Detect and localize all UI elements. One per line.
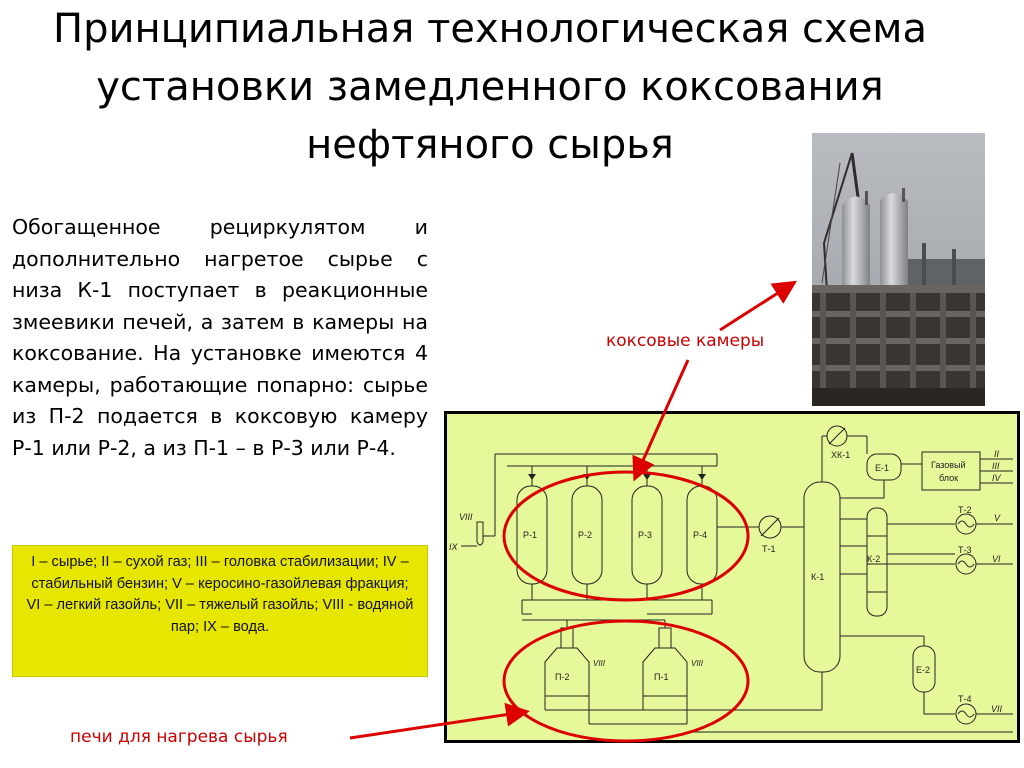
heat-exchanger-t1-label: Т-1 bbox=[762, 544, 776, 554]
stream-label-ii: II bbox=[994, 449, 1000, 459]
stream-label-viii-left: VIII bbox=[459, 512, 473, 522]
stream-label-v: V bbox=[994, 513, 1001, 523]
chambers-highlight-ellipse bbox=[504, 472, 748, 600]
stream-label-iii: III bbox=[992, 461, 1000, 471]
stream-label-viii-p2: VIII bbox=[593, 659, 606, 668]
separator-e1-label: Е-1 bbox=[875, 463, 890, 473]
reactor-r1-label: Р-1 bbox=[523, 530, 538, 540]
furnace-p2-label: П-2 bbox=[555, 672, 570, 682]
column-k1-label: К-1 bbox=[811, 572, 825, 582]
stream-legend: I – сырье; II – сухой газ; III – головка стабилизации; IV – стабильный бензин; V – керосино-газойлевая фракция; VI – легкий газойль; VII – тяжелый газойль; VIII - водяной пар; IX – вода. bbox=[12, 545, 428, 677]
furnaces-arrow bbox=[350, 712, 524, 738]
stripper-k2-label: К-2 bbox=[867, 554, 881, 564]
vessel-e2-label: Е-2 bbox=[916, 665, 931, 675]
stream-label-viii-p1: VIII bbox=[691, 659, 704, 668]
reactor-r2-label: Р-2 bbox=[578, 530, 593, 540]
reactor-r4-label: Р-4 bbox=[693, 530, 708, 540]
reactor-r3-label: Р-3 bbox=[638, 530, 653, 540]
stream-label-iv: IV bbox=[992, 473, 1001, 483]
condenser-xk1-label: ХК-1 bbox=[831, 450, 851, 460]
cooler-t4-label: Т-4 bbox=[958, 694, 972, 704]
chambers-arrow-photo bbox=[720, 284, 792, 330]
gas-block-label-1: Газовый bbox=[931, 460, 966, 470]
title-line-3: нефтяного сырья bbox=[306, 122, 674, 168]
stream-label-vii: VII bbox=[991, 704, 1003, 714]
gas-block-label-2: блок bbox=[939, 473, 959, 483]
furnaces-highlight-ellipse bbox=[504, 621, 748, 741]
furnaces-callout-label: печи для нагрева сырья bbox=[70, 727, 288, 747]
cooler-t3-label: Т-3 bbox=[958, 545, 972, 555]
stream-label-ix: IX bbox=[449, 542, 458, 552]
furnace-p1-label: П-1 bbox=[654, 672, 669, 682]
chambers-callout-label: коксовые камеры bbox=[606, 331, 765, 351]
title-line-1: Принципиальная технологическая схема bbox=[53, 6, 927, 52]
title-line-2: установки замедленного коксования bbox=[96, 64, 884, 110]
stream-label-vi: VI bbox=[992, 554, 1001, 564]
chambers-arrow-down bbox=[636, 360, 688, 476]
cooler-t2-label: Т-2 bbox=[958, 505, 972, 515]
description-text: Обогащенное рециркулятом и дополнительно нагретое сырье с низа К-1 поступает в реакционные змеевики печей, а затем в камеры на коксование. На установке имеются 4 камеры, работающие попарно: сырье из П-2 подается в коксовую камеру Р-1 или Р-2, а из П-1 – в Р-3 или Р-4. bbox=[12, 215, 428, 460]
